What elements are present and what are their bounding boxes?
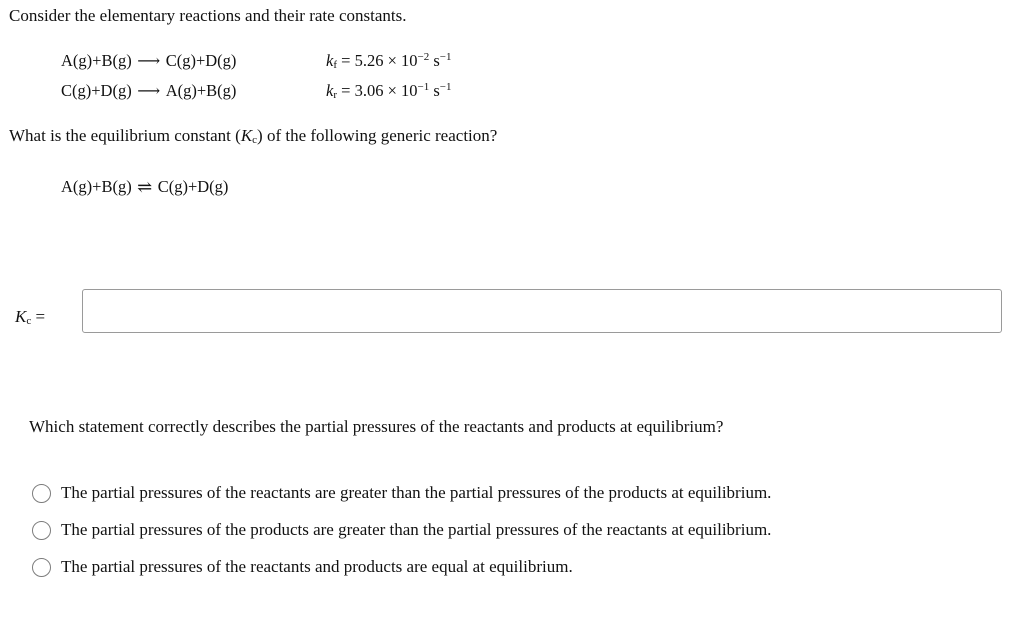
reaction-forward (61, 51, 236, 72)
reaction-reverse (61, 81, 236, 102)
kc-subscript: c (252, 134, 258, 146)
k-symbol: k (326, 51, 334, 70)
kc-subscript: c (26, 315, 32, 327)
k-exponent: −2 (417, 51, 430, 63)
kc-symbol: K (15, 307, 27, 326)
equals-sign: = (341, 51, 351, 70)
k-unit-exponent: −1 (439, 81, 452, 93)
equals-sign: = (341, 81, 351, 100)
k-mantissa: 5.26 × 10 (354, 51, 418, 70)
option-products-greater[interactable] (32, 518, 771, 542)
question-text-post: ) of the following generic reaction? (257, 126, 498, 145)
k-unit: s (433, 81, 440, 100)
option-label: The partial pressures of the reactants and products are equal at equilibrium. (61, 557, 573, 576)
reaction-products: C(g)+D(g) (165, 51, 237, 70)
k-unit-exponent: −1 (439, 51, 452, 63)
reaction-products: A(g)+B(g) (165, 81, 237, 100)
question-equilibrium-constant (9, 126, 497, 148)
reaction-reactants: C(g)+D(g) (61, 81, 132, 100)
question-partial-pressures: Which statement correctly describes the partial pressures of the reactants and products at equilibrium? (29, 417, 724, 436)
reaction-reactants: A(g)+B(g) (61, 51, 132, 70)
k-mantissa: 3.06 × 10 (354, 81, 418, 100)
kc-symbol: K (240, 126, 253, 145)
option-label: The partial pressures of the products are greater than the partial pressures of the reactants at equilibrium. (61, 520, 772, 539)
kc-answer-input[interactable] (82, 289, 1002, 333)
generic-reaction (61, 176, 228, 197)
radio-button[interactable] (32, 558, 51, 577)
k-exponent: −1 (417, 81, 430, 93)
option-reactants-greater[interactable] (32, 481, 771, 505)
rate-constant-reverse (326, 81, 451, 103)
option-equal[interactable] (32, 555, 573, 579)
radio-button[interactable] (32, 484, 51, 503)
k-symbol: k (326, 81, 334, 100)
kc-answer-label (15, 307, 45, 329)
k-subscript: r (333, 89, 337, 101)
generic-reactants: A(g)+B(g) (61, 177, 132, 196)
generic-products: C(g)+D(g) (157, 177, 229, 196)
equilibrium-arrow-icon: ⇌ (137, 177, 153, 197)
k-unit: s (433, 51, 440, 70)
equals-sign: = (35, 307, 46, 326)
question-text-pre: What is the equilibrium constant ( (9, 126, 241, 145)
rate-constant-forward (326, 51, 451, 73)
k-subscript: f (333, 59, 337, 71)
reaction-arrow-icon: ⟶ (137, 83, 161, 100)
reaction-arrow-icon: ⟶ (137, 53, 161, 70)
option-label: The partial pressures of the reactants are greater than the partial pressures of the products at equilibrium. (61, 483, 772, 502)
radio-button[interactable] (32, 521, 51, 540)
intro-text: Consider the elementary reactions and their rate constants. (9, 6, 407, 25)
